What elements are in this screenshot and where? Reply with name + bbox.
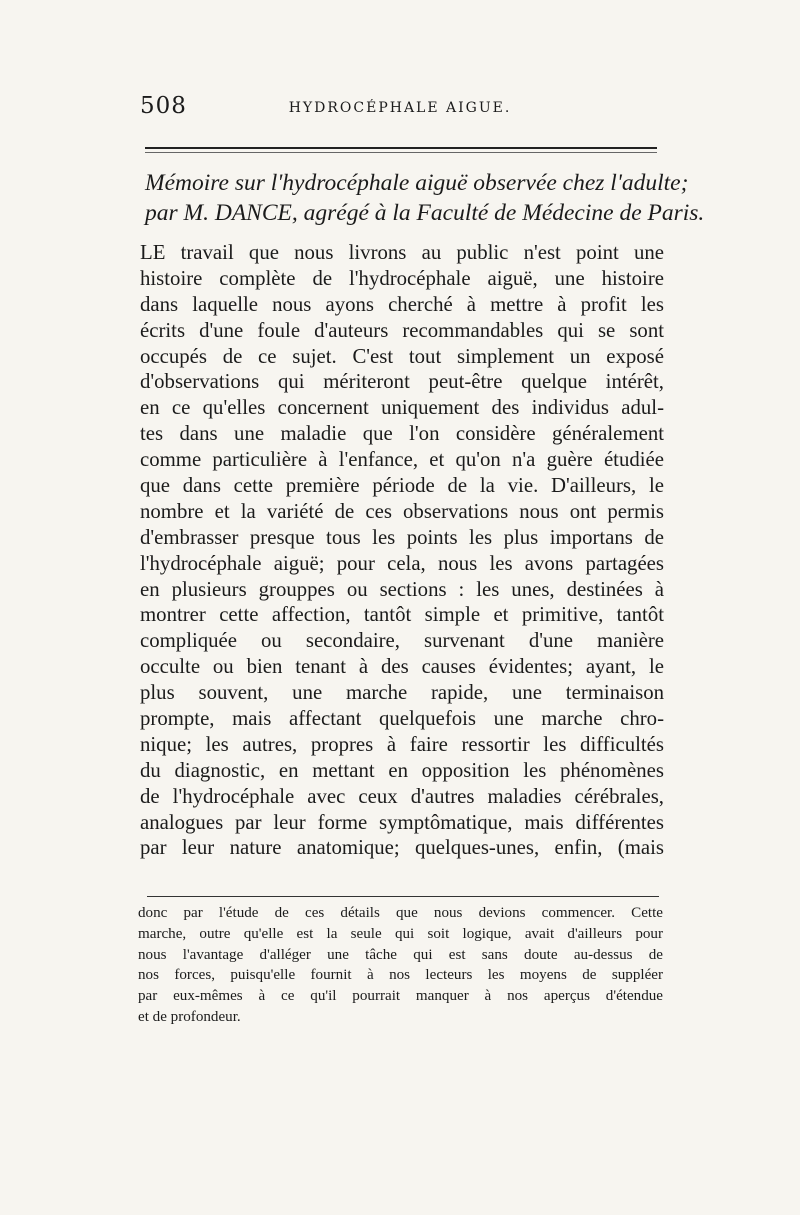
body-line: histoire complète de l'hydrocéphale aiguë, une histoire	[140, 266, 664, 290]
body-line: d'embrasser presque tous les points les plus importans de	[140, 525, 664, 549]
body-line: occulte ou bien tenant à des causes évidentes; ayant, le	[140, 655, 664, 679]
body-line: comme particulière à l'enfance, et qu'on n'a guère étudiée	[140, 448, 664, 472]
body-line: montrer cette affection, tantôt simple et primitive, tantôt	[140, 603, 664, 627]
footnote-line: et de profondeur.	[138, 1008, 241, 1025]
article-title-line: par M. DANCE, agrégé à la Faculté de Médecine de Paris.	[145, 200, 705, 226]
running-title: HYDROCÉPHALE AIGUE.	[288, 100, 512, 116]
body-text	[140, 240, 664, 861]
footnote-line: donc par l'étude de ces détails que nous devions commencer. Cette	[138, 905, 663, 921]
body-line: en plusieurs grouppes ou sections : les unes, destinées à	[140, 577, 664, 601]
header-rule-thin	[145, 152, 657, 153]
footnote-line: nos forces, puisqu'elle fournit à nos lecteurs les moyens de suppléer	[138, 967, 663, 984]
header-rule	[145, 147, 657, 149]
body-line: de l'hydrocéphale avec ceux d'autres maladies cérébrales,	[140, 784, 664, 808]
body-line: plus souvent, une marche rapide, une terminaison	[140, 681, 664, 705]
body-line: écrits d'une foule d'auteurs recommandables qui se sont	[140, 318, 664, 342]
body-line: par leur nature anatomique; quelques-unes, enfin, (mais	[140, 836, 664, 860]
body-line: que dans cette première période de la vie. D'ailleurs, le	[140, 474, 664, 498]
body-line: occupés de ce sujet. C'est tout simplement un exposé	[140, 344, 664, 368]
body-line: d'observations qui mériteront peut-être quelque intérêt,	[140, 370, 664, 394]
body-line: compliquée ou secondaire, survenant d'une manière	[140, 629, 664, 653]
body-line: du diagnostic, en mettant en opposition les phénomènes	[140, 758, 664, 782]
article-title-line: Mémoire sur l'hydrocéphale aiguë observée chez l'adulte;	[145, 170, 689, 196]
footnote-line: par eux-mêmes à ce qu'il pourrait manquer à nos aperçus d'étendue	[138, 988, 663, 1005]
article-title	[145, 168, 705, 228]
page-number: 508	[140, 93, 187, 119]
body-line: en ce qu'elles concernent uniquement des individus adul-	[140, 396, 664, 420]
body-line: nombre et la variété de ces observations nous ont permis	[140, 499, 664, 523]
footnote	[138, 903, 663, 1028]
body-line: prompte, mais affectant quelquefois une marche chro-	[140, 707, 664, 731]
body-line: tes dans une maladie que l'on considère généralement	[140, 422, 664, 446]
page-header	[140, 92, 660, 122]
body-line: analogues par leur forme symptômatique, mais différentes	[140, 810, 664, 834]
footnote-rule	[147, 896, 659, 897]
body-line: LE travail que nous livrons au public n'est point une	[140, 241, 664, 264]
footnote-line: marche, outre qu'elle est la seule qui soit logique, avait d'ailleurs pour	[138, 925, 663, 942]
body-line: l'hydrocéphale aiguë; pour cela, nous les avons partagées	[140, 551, 664, 575]
body-line: nique; les autres, propres à faire ressortir les difficultés	[140, 732, 664, 756]
footnote-line: nous l'avantage d'alléger une tâche qui est sans doute au-dessus de	[138, 946, 663, 963]
body-line: dans laquelle nous ayons cherché à mettre à profit les	[140, 292, 664, 316]
